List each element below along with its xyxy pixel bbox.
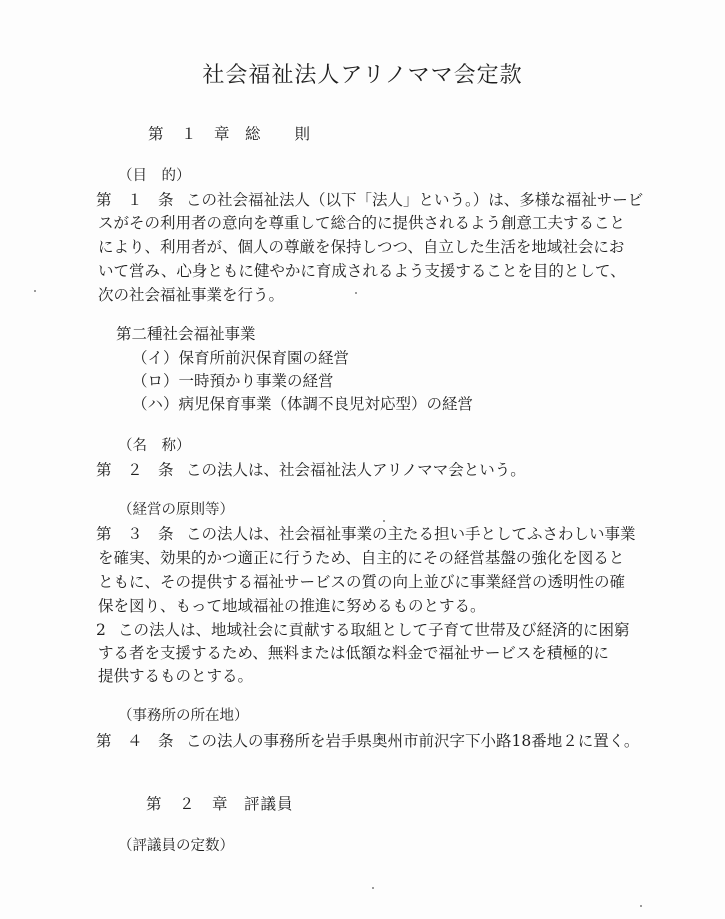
article-1-line: この社会福祉法人（以下「法人」という。）は、多様な福祉サービ [186,191,644,209]
chapter-2-name: 評議員 [244,795,294,813]
article-4-label: 第 ４ 条 [96,732,174,750]
paragraph-2-line: 提供するものとする。 [98,667,254,685]
heading-principles: （経営の原則等） [118,502,234,518]
scan-speck [34,290,36,292]
article-1-label: 第 １ 条 [96,191,174,209]
business-item: （イ）保育所前沢保育園の経営 [132,349,350,367]
article-1-line: 次の社会福祉事業を行う。 [98,286,285,304]
article-3-line: 保を図り、もって地域福祉の推進に努めるものとする。 [98,597,486,615]
article-1-line: スがその利用者の意向を尊重して総合的に提供されるよう創意工夫すること [98,214,626,232]
chapter-1-number: 第 １ 章 [148,125,231,143]
business-item: （ロ）一時預かり事業の経営 [132,372,334,390]
paragraph-2-line: する者を支援するため、無料または低額な料金で福祉サービスを積極的に [98,644,609,662]
paragraph-2-number: 2 [96,621,106,639]
paragraph-2-line: この法人は、地域社会に貢献する取組として子育て世帯及び経済的に困窮 [118,621,630,639]
scan-speck [383,520,385,522]
scan-speck [355,292,357,294]
article-2-line: この法人は、社会福祉法人アリノママ会という。 [186,461,526,479]
heading-name: （名 称） [118,438,191,454]
document-title: 社会福祉法人アリノママ会定款 [202,63,523,88]
article-2-label: 第 ２ 条 [96,461,174,479]
business-heading: 第二種社会福祉事業 [116,325,256,343]
business-item: （ハ）病児保育事業（体調不良児対応型）の経営 [132,395,474,413]
scan-speck [640,905,642,907]
article-3-label: 第 ３ 条 [96,525,174,543]
article-3-line: を確実、効果的かつ適正に行うため、自主的にその経営基盤の強化を図ると [98,549,625,567]
chapter-2-number: 第 ２ 章 [146,795,229,813]
article-1-line: により、利用者が、個人の尊厳を保持しつつ、自立した生活を地域社会にお [98,238,625,256]
heading-office: （事務所の所在地） [118,708,249,724]
heading-purpose: （目 的） [118,168,191,184]
article-3-line: ともに、その提供する福祉サービスの質の向上並びに事業経営の透明性の確 [98,573,626,591]
heading-councillors: （評議員の定数） [118,838,234,854]
chapter-1-name: 総 則 [245,125,312,143]
article-3-line: この法人は、社会福祉事業の主たる担い手としてふさわしい事業 [186,525,636,543]
scan-speck [372,887,374,889]
article-1-line: いて営み、心身ともに健やかに育成されるよう支援することを目的として、 [98,262,626,280]
article-4-line: この法人の事務所を岩手県奥州市前沢字下小路18番地２に置く。 [186,732,640,750]
